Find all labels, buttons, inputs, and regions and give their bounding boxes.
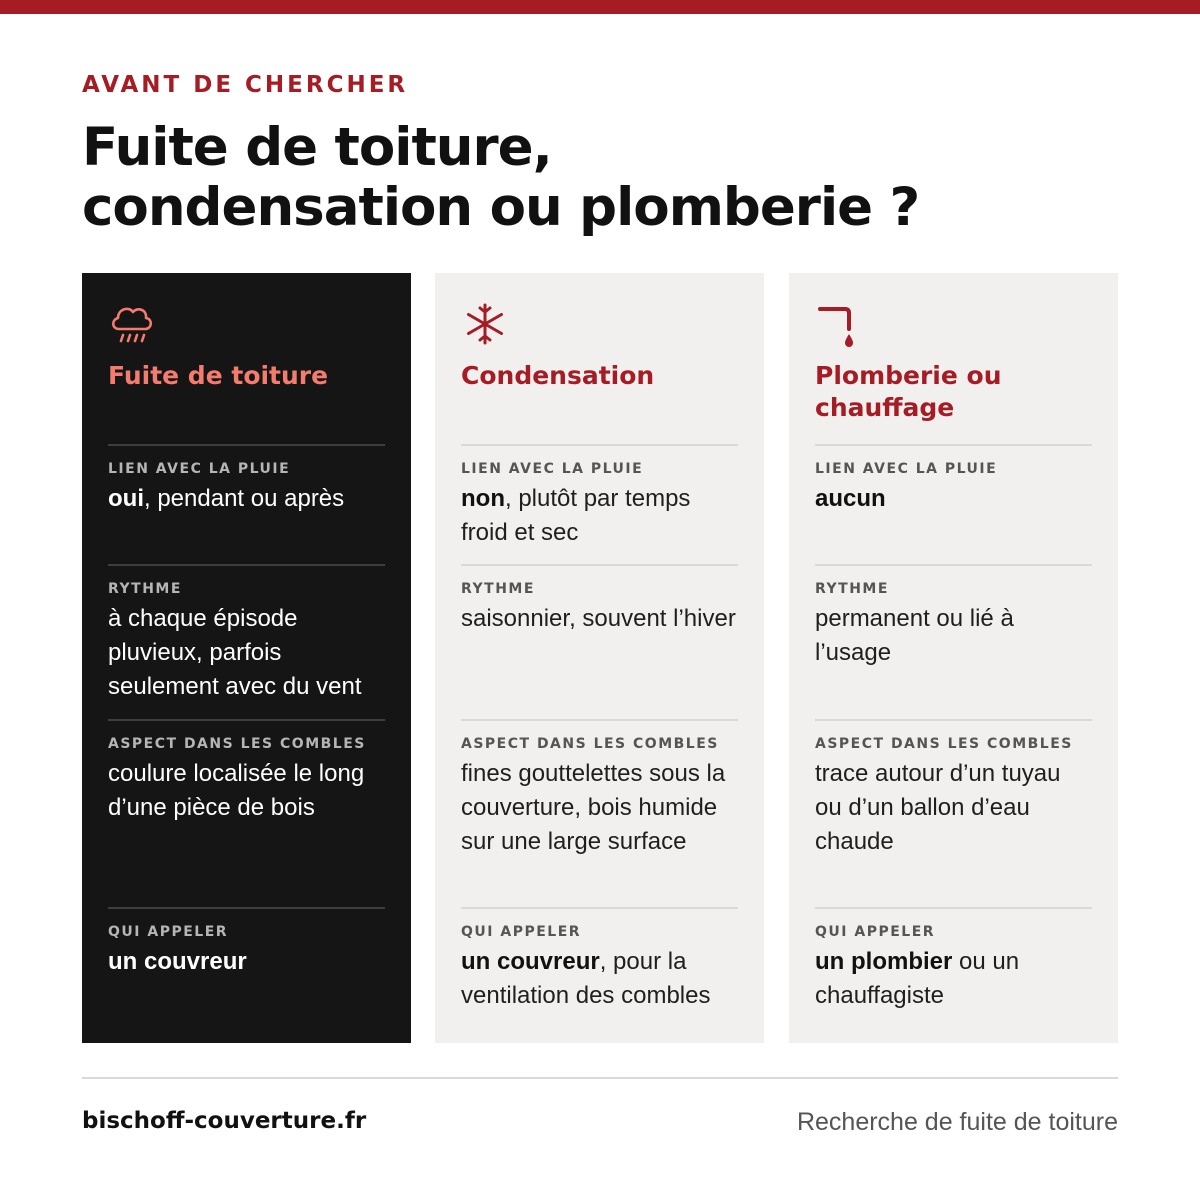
section-attic-aspect bbox=[815, 719, 1092, 859]
page-title bbox=[82, 118, 1122, 238]
section-value: coulure localisée le long d’une pièce de bois bbox=[108, 760, 365, 821]
section-value: un plombier ou un chauffagiste bbox=[815, 948, 1020, 1009]
section-label: RYTHME bbox=[815, 581, 889, 597]
section-value: aucun bbox=[815, 485, 886, 512]
section-rain-link bbox=[461, 444, 738, 550]
section-value: fines gouttelettes sous la couverture, bois humide sur une large surface bbox=[461, 760, 726, 855]
section-value: permanent ou lié à l’usage bbox=[815, 605, 1014, 666]
section-rhythm bbox=[108, 564, 385, 704]
rain-cloud-icon bbox=[108, 299, 156, 349]
page-title-line-1: Fuite de toiture, bbox=[82, 117, 552, 178]
section-value: oui, pendant ou après bbox=[108, 485, 345, 512]
section-rhythm bbox=[461, 564, 738, 636]
section-label: QUI APPELER bbox=[461, 924, 582, 940]
page-title-line-2: condensation ou plomberie ? bbox=[82, 177, 920, 238]
top-accent-bar bbox=[0, 0, 1200, 14]
section-label: LIEN AVEC LA PLUIE bbox=[461, 461, 644, 477]
section-value: trace autour d’un tuyau ou d’un ballon d’eau chaude bbox=[815, 760, 1061, 855]
eyebrow-label: AVANT DE CHERCHER bbox=[82, 72, 409, 98]
section-label: RYTHME bbox=[108, 581, 182, 597]
section-label: RYTHME bbox=[461, 581, 535, 597]
section-label: ASPECT DANS LES COMBLES bbox=[108, 736, 366, 752]
section-value: un couvreur bbox=[108, 948, 247, 975]
section-label: ASPECT DANS LES COMBLES bbox=[815, 736, 1073, 752]
section-label: QUI APPELER bbox=[815, 924, 936, 940]
section-label: QUI APPELER bbox=[108, 924, 229, 940]
footer-tagline: Recherche de fuite de toiture bbox=[796, 1108, 1118, 1136]
footer-divider bbox=[82, 1077, 1118, 1079]
section-attic-aspect bbox=[108, 719, 385, 825]
card-title: Fuite de toiture bbox=[108, 361, 329, 390]
section-label: ASPECT DANS LES COMBLES bbox=[461, 736, 719, 752]
section-value: un couvreur, pour la ventilation des combles bbox=[461, 948, 711, 1009]
section-who-to-call bbox=[461, 907, 738, 1013]
section-who-to-call bbox=[108, 907, 385, 979]
section-value: saisonnier, souvent l’hiver bbox=[461, 605, 736, 632]
section-value: à chaque épisode pluvieux, parfois seulement avec du vent bbox=[108, 605, 362, 700]
section-label: LIEN AVEC LA PLUIE bbox=[108, 461, 291, 477]
section-value: non, plutôt par temps froid et sec bbox=[461, 485, 691, 546]
card-title: Condensation bbox=[461, 361, 655, 390]
section-rain-link bbox=[815, 444, 1092, 516]
section-rain-link bbox=[108, 444, 385, 516]
section-rhythm bbox=[815, 564, 1092, 670]
card-condensation bbox=[435, 273, 764, 1043]
dripping-pipe-icon bbox=[815, 299, 863, 349]
section-who-to-call bbox=[815, 907, 1092, 1013]
card-title: Plomberie ou chauffage bbox=[815, 361, 1002, 422]
footer-site-link[interactable]: bischoff-couverture.fr bbox=[82, 1108, 367, 1134]
card-plumbing-heating bbox=[789, 273, 1118, 1043]
snowflake-icon bbox=[461, 299, 509, 349]
card-roof-leak bbox=[82, 273, 411, 1043]
section-label: LIEN AVEC LA PLUIE bbox=[815, 461, 998, 477]
section-attic-aspect bbox=[461, 719, 738, 859]
